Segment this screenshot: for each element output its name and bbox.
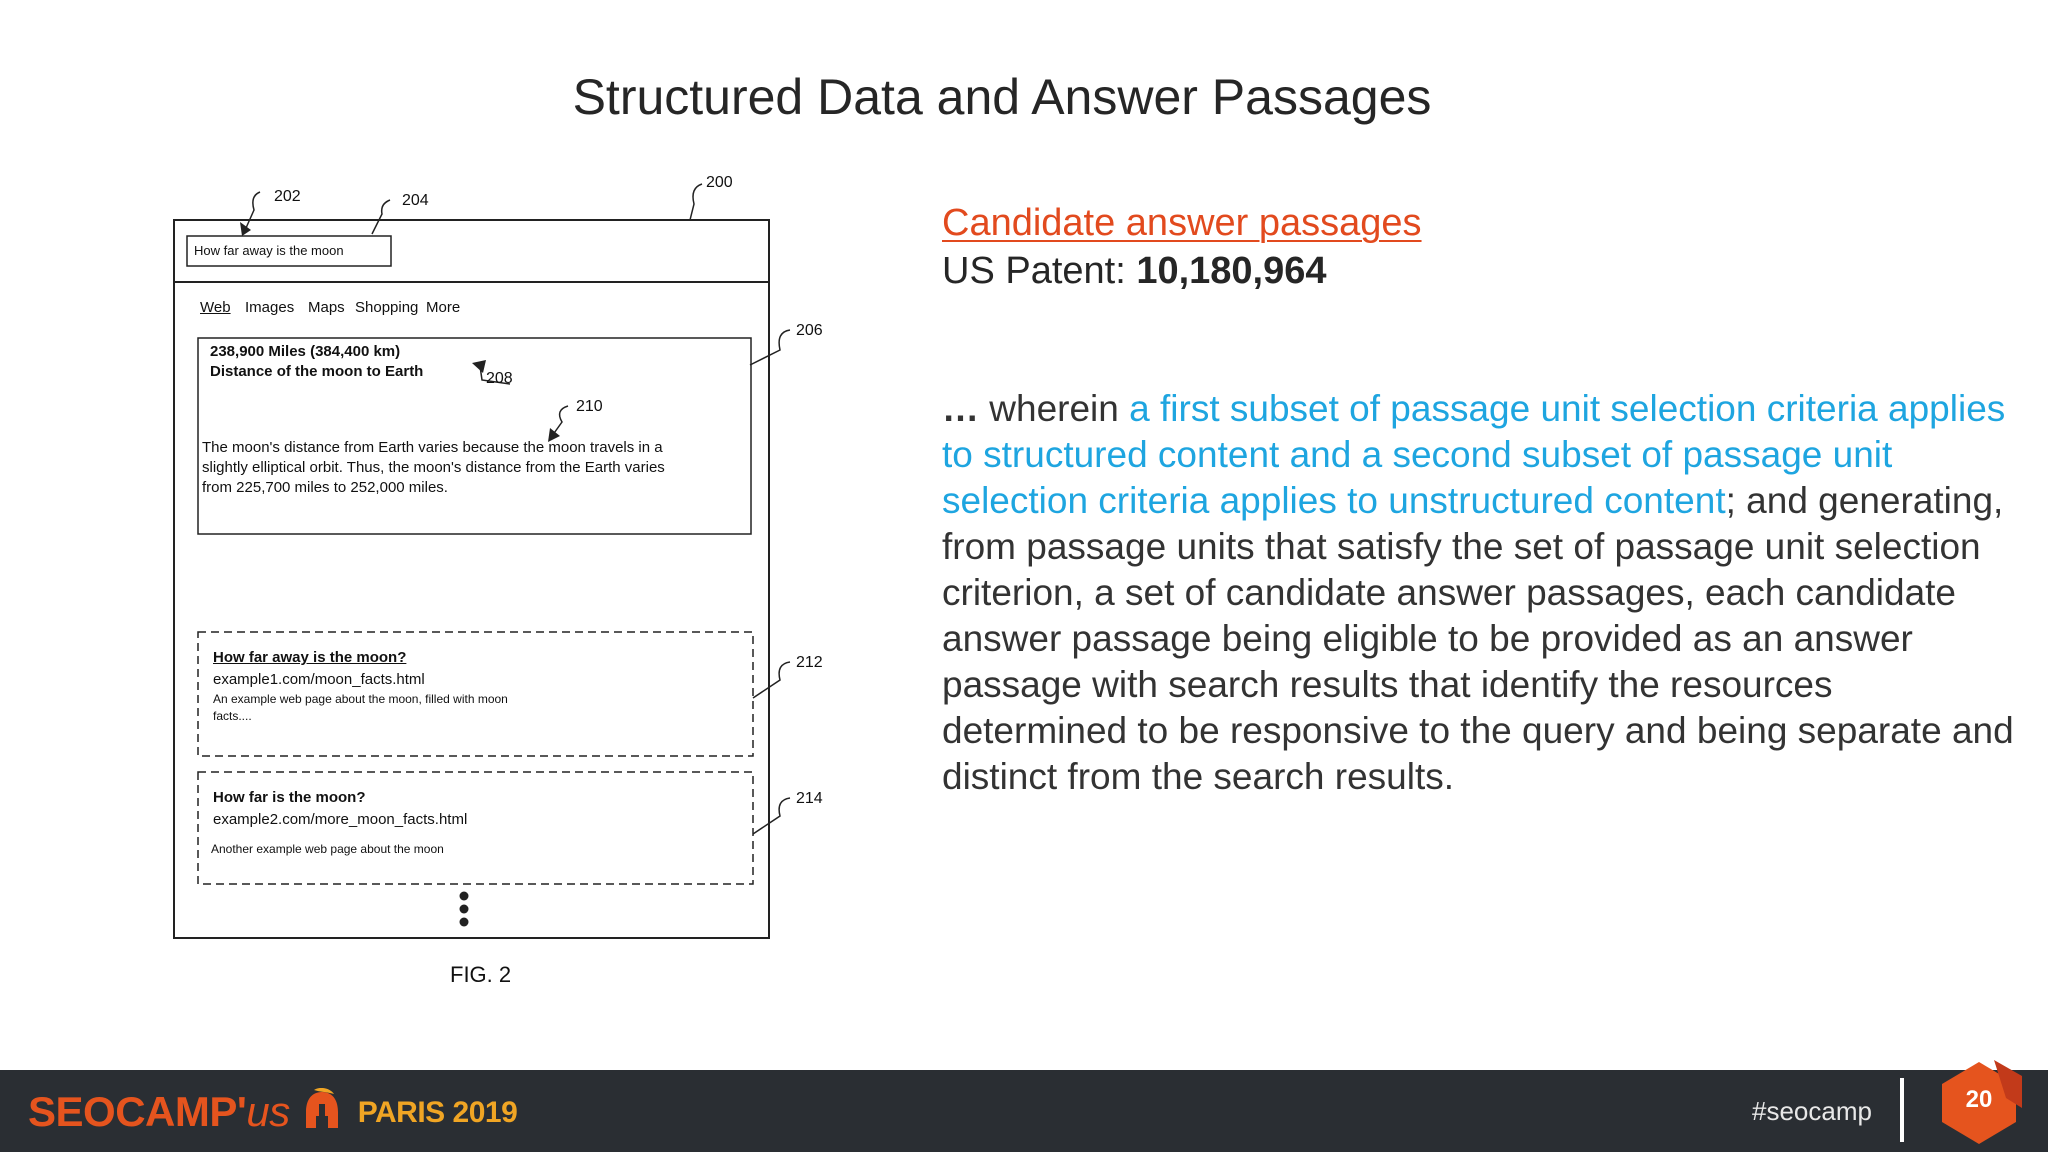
footer-divider	[1900, 1078, 1904, 1142]
more-dot-1	[460, 892, 469, 901]
answer-passage-line-2: slightly elliptical orbit. Thus, the moon's distance from the Earth varies	[202, 459, 665, 476]
logo-paris: PARIS 2019	[357, 1096, 518, 1129]
leader-200	[690, 184, 702, 220]
arrowhead-202	[240, 222, 251, 236]
search-query-text: How far away is the moon	[194, 243, 344, 258]
result-1-title: How far away is the moon?	[213, 649, 407, 666]
leader-214	[753, 798, 790, 834]
ref-208: 208	[486, 370, 513, 387]
ref-210: 210	[576, 398, 603, 415]
answer-passage-line-1: The moon's distance from Earth varies because the moon travels in a	[202, 439, 663, 456]
claim-text-2: ; and generating, from passage units that satisfy the set of passage unit selection criterion, a set of candidate answer passages, each candidate answer passage being eligible to be provided as an answer passage with search results that identify the resources determined to be responsive to the query and being separate and distinct from the search results.	[942, 480, 2014, 797]
patent-figure	[150, 170, 850, 1000]
logo-camp: CAMP'	[115, 1088, 247, 1135]
result-1-snippet-line-2: facts....	[213, 709, 252, 723]
ref-204: 204	[402, 192, 429, 209]
tab-shopping: Shopping	[355, 299, 419, 316]
claim-text-1: wherein	[979, 388, 1130, 429]
patent-number: 10,180,964	[1136, 250, 1327, 292]
seocamp-logo	[28, 1088, 517, 1136]
footer-bar	[0, 1070, 2048, 1152]
answer-headline: 238,900 Miles (384,400 km)	[210, 343, 401, 360]
tab-maps: Maps	[308, 299, 345, 316]
result-1-url: example1.com/moon_facts.html	[213, 671, 425, 688]
result-2-title: How far is the moon?	[213, 789, 366, 806]
patent-label: US Patent:	[942, 250, 1137, 292]
answer-passage-line-3: from 225,700 miles to 252,000 miles.	[202, 479, 448, 496]
claim-highlight: a first subset of passage unit selection criteria applies to structured content and a second subset of passage unit selection criteria applies to unstructured content	[942, 388, 2006, 521]
result-2-snippet-line-1: Another example web page about the moon	[211, 842, 444, 856]
ref-214: 214	[796, 790, 823, 807]
result-2-url: example2.com/more_moon_facts.html	[213, 811, 468, 828]
leader-204	[372, 200, 390, 234]
ref-202: 202	[274, 188, 301, 205]
hashtag: #seocamp	[1752, 1096, 1872, 1126]
leader-210	[552, 406, 568, 436]
figure-drawing	[150, 170, 850, 1000]
slide-title: Structured Data and Answer Passages	[572, 69, 1432, 125]
tab-more: More	[426, 299, 461, 316]
claim-ellipsis: …	[942, 388, 979, 429]
leader-212	[753, 662, 790, 698]
claim-text	[942, 386, 2022, 800]
candidate-passages-link[interactable]: Candidate answer passages	[942, 202, 1422, 244]
more-dot-2	[460, 905, 469, 914]
figure-caption: FIG. 2	[450, 962, 512, 987]
ref-212: 212	[796, 654, 823, 671]
spartan-helmet-icon	[300, 1088, 344, 1134]
more-dot-3	[460, 918, 469, 927]
patent-line	[942, 250, 1327, 293]
browser-frame	[174, 220, 769, 938]
logo-us: us	[246, 1088, 290, 1135]
leader-202	[246, 192, 260, 228]
tab-web: Web	[200, 299, 231, 316]
arrowhead-208	[472, 360, 486, 373]
page-number: 20	[1965, 1086, 1993, 1113]
ref-200: 200	[706, 174, 733, 191]
answer-subhead: Distance of the moon to Earth	[210, 363, 424, 380]
result-1-snippet-line-1: An example web page about the moon, filled with moon	[213, 692, 508, 706]
logo-seo: SEO	[28, 1088, 116, 1135]
ref-206: 206	[796, 322, 823, 339]
tab-images: Images	[245, 299, 295, 316]
